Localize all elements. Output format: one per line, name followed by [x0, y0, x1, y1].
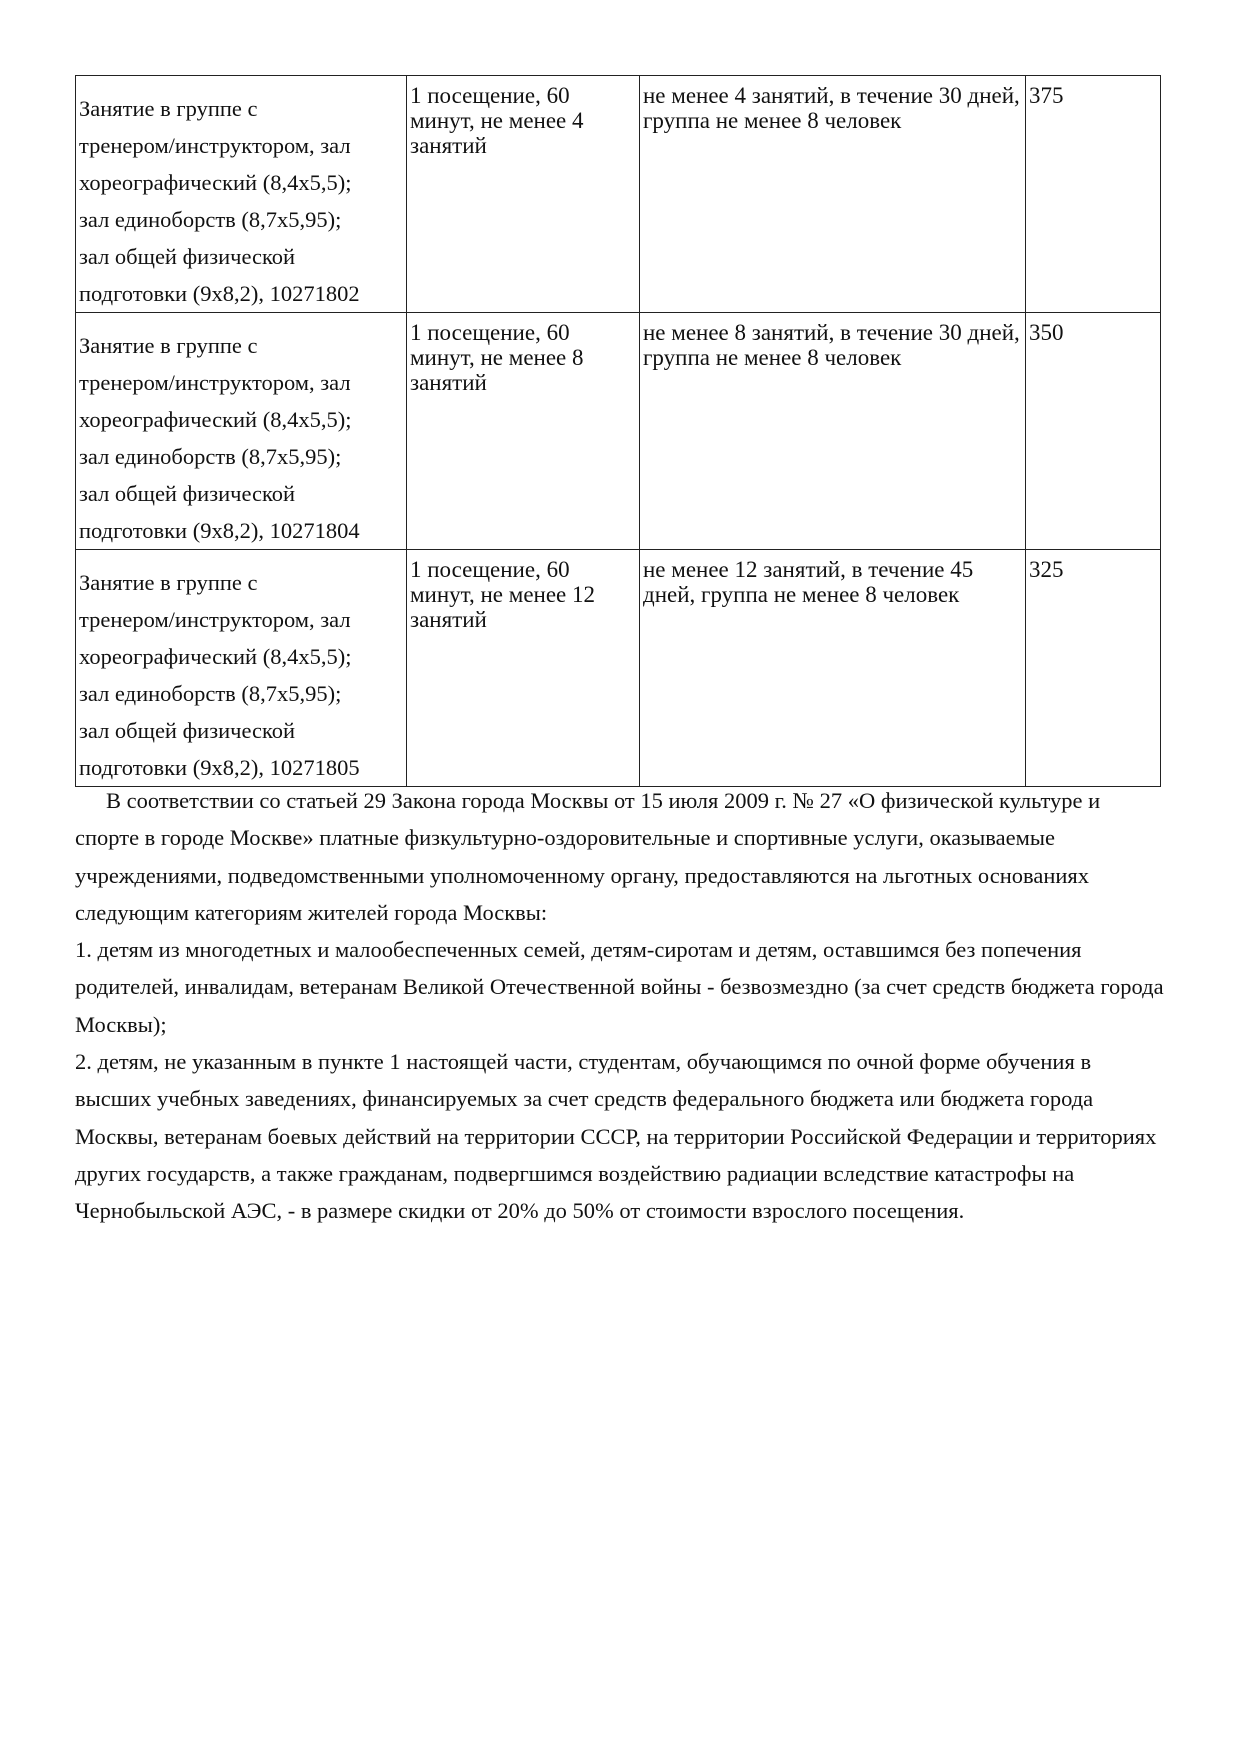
- table-row: [76, 550, 1161, 787]
- services-price-table: [75, 75, 1161, 787]
- price-cell: 375: [1026, 76, 1161, 313]
- condition-cell: не менее 8 занятий, в течение 30 дней, группа не менее 8 человек: [640, 313, 1026, 550]
- service-name-line: зал единоборств (8,7х5,95);: [79, 444, 342, 469]
- intro-paragraph: В соответствии со статьей 29 Закона города Москвы от 15 июля 2009 г. № 27 «О физической культуре и спорте в городе Москве» платные физкультурно-оздоровительные и спортивные услуги, оказываемые учреждениями, подведомственными уполномоченному органу, предоставляются на льготных основаниях следующим категориям жителей города Москвы:: [75, 788, 1101, 925]
- service-name-line: зал общей физической: [79, 718, 296, 743]
- service-name-line: подготовки (9х8,2), 10271802: [79, 281, 360, 306]
- visit-duration-cell: 1 посещение, 60 минут, не менее 4 занятий: [407, 76, 640, 313]
- service-name-cell: [76, 76, 407, 313]
- service-name-line: зал общей физической: [79, 244, 296, 269]
- price-cell: 350: [1026, 313, 1161, 550]
- service-name-cell: [76, 313, 407, 550]
- table-row: [76, 313, 1161, 550]
- visit-duration-cell: 1 посещение, 60 минут, не менее 12 занятий: [407, 550, 640, 787]
- service-name-line: тренером/инструктором, зал: [79, 370, 351, 395]
- list-item: 2. детям, не указанным в пункте 1 настоящей части, студентам, обучающимся по очной форме обучения в высших учебных заведениях, финансируемых за счет средств федерального бюджета или бюджета города Москвы, ветеранам боевых действий на территории СССР, на территории Российской Федерации и территориях других государств, а также гражданам, подвергшимся воздействию радиации вследствие катастрофы на Чернобыльской АЭС, - в размере скидки от 20% до 50% от стоимости взрослого посещения.: [75, 1049, 1157, 1224]
- price-cell: 325: [1026, 550, 1161, 787]
- service-name-line: Занятие в группе с: [79, 96, 258, 121]
- service-name-line: хореографический (8,4х5,5);: [79, 644, 352, 669]
- condition-cell: не менее 4 занятий, в течение 30 дней, группа не менее 8 человек: [640, 76, 1026, 313]
- table-row: [76, 76, 1161, 313]
- service-name-line: Занятие в группе с: [79, 570, 258, 595]
- service-name-line: подготовки (9х8,2), 10271804: [79, 518, 360, 543]
- service-name-line: зал общей физической: [79, 481, 296, 506]
- service-name-cell: [76, 550, 407, 787]
- list-item: 1. детям из многодетных и малообеспеченных семей, детям-сиротам и детям, оставшимся без попечения родителей, инвалидам, ветеранам Великой Отечественной войны - безвозмездно (за счет средств бюджета города Москвы);: [75, 937, 1164, 1037]
- legal-text-block: [75, 782, 1165, 1230]
- service-name-line: подготовки (9х8,2), 10271805: [79, 755, 360, 780]
- service-name-line: хореографический (8,4х5,5);: [79, 170, 352, 195]
- service-name-line: тренером/инструктором, зал: [79, 607, 351, 632]
- service-name-line: зал единоборств (8,7х5,95);: [79, 207, 342, 232]
- condition-cell: не менее 12 занятий, в течение 45 дней, группа не менее 8 человек: [640, 550, 1026, 787]
- visit-duration-cell: 1 посещение, 60 минут, не менее 8 занятий: [407, 313, 640, 550]
- service-name-line: хореографический (8,4х5,5);: [79, 407, 352, 432]
- service-name-line: Занятие в группе с: [79, 333, 258, 358]
- service-name-line: зал единоборств (8,7х5,95);: [79, 681, 342, 706]
- service-name-line: тренером/инструктором, зал: [79, 133, 351, 158]
